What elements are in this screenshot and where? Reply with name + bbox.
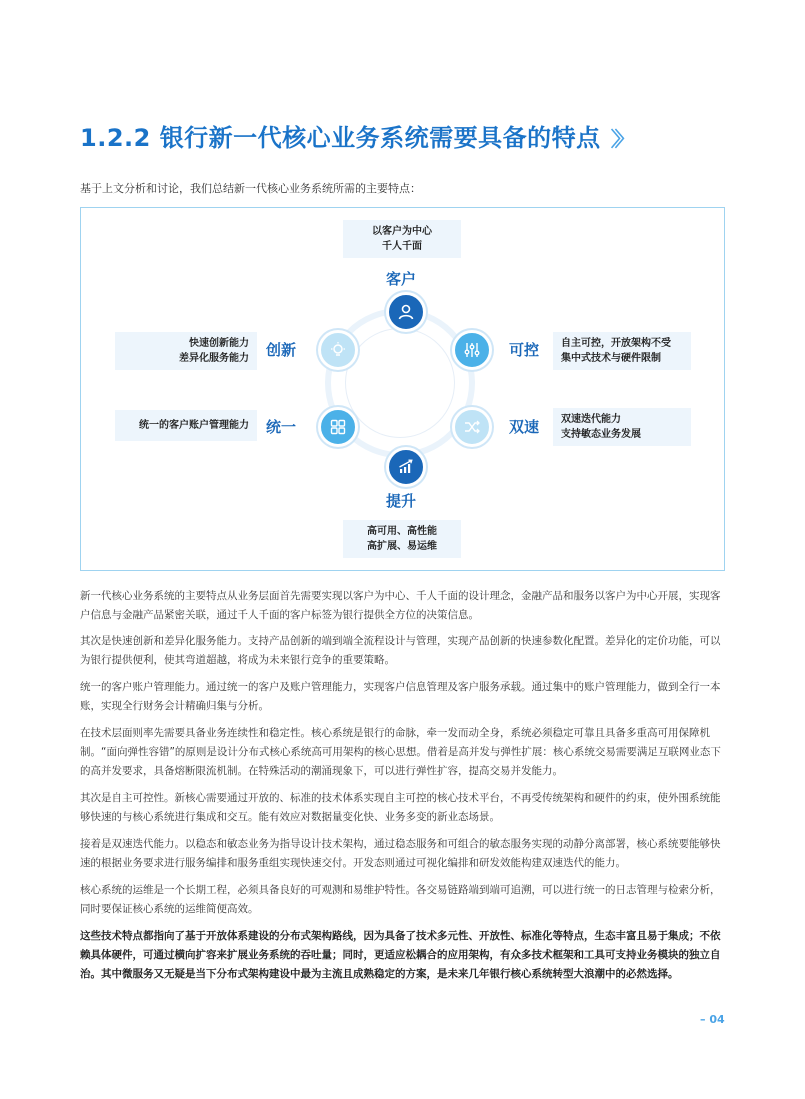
paragraph-3: 统一的客户账户管理能力。通过统一的客户及账户管理能力，实现客户信息管理及客户服务承载。通过集中的账户管理能力，做到全行一本账，实现全行财务会计精确归集与分析。 (80, 681, 721, 712)
tag-innovation-line2: 差异化服务能力 (179, 353, 249, 364)
tag-control (553, 332, 691, 370)
user-icon (386, 292, 426, 332)
label-customer: 客户 (386, 270, 417, 288)
tag-dual-speed (553, 408, 691, 446)
tag-control-line1: 自主可控，开放架构不受 (561, 338, 671, 349)
tag-improve-line2: 高扩展、易运维 (367, 541, 437, 552)
label-dual-speed: 双速 (509, 418, 540, 436)
tag-improve (343, 520, 461, 558)
tag-control-line2: 集中式技术与硬件限制 (561, 353, 661, 364)
tag-innovation (115, 332, 257, 370)
paragraph-6: 接着是双速迭代能力。以稳态和敏态业务为指导设计技术架构，通过稳态服务和可组合的敏态服务实现的动静分离部署，核心系统要能够快速的根据业务要求进行服务编排和服务重组实现快速交付。开发态则通过可视化编排和研发效能构建双速迭代的能力。 (80, 838, 721, 869)
tag-dual-speed-line1: 双速迭代能力 (561, 414, 621, 425)
tag-dual-speed-line2: 支持敏态业务发展 (561, 429, 641, 440)
label-unified: 统一 (266, 418, 297, 436)
title-text: 1.2.2 银行新一代核心业务系统需要具备的特点 (80, 124, 601, 152)
grid-icon (318, 407, 358, 447)
tag-unified (115, 410, 257, 441)
diagram-inner-ring (345, 328, 455, 438)
lightbulb-icon (318, 330, 358, 370)
sliders-icon (452, 330, 492, 370)
shuffle-icon (452, 407, 492, 447)
paragraph-7: 核心系统的运维是一个长期工程，必须具备良好的可观测和易维护特性。各交易链路端到端可追溯，可以进行统一的日志管理与检索分析，同时要保证核心系统的运维简便高效。 (80, 884, 721, 915)
page-number: – 04 (700, 1013, 725, 1026)
tag-improve-line1: 高可用、高性能 (367, 526, 437, 537)
paragraph-4: 在技术层面则率先需要具备业务连续性和稳定性。核心系统是银行的命脉，牵一发而动全身，系统必须稳定可靠且具备多重高可用保障机制。“面向弹性容错”的原则是设计分布式核心系统高可用架构的核心思想。借着是高并发与弹性扩展：核心系统交易需要满足互联网业态下的高并发要求，具备熔断限流机制。在特殊活动的潮涌现象下，可以进行弹性扩容，提高交易并发能力。 (80, 727, 721, 777)
paragraph-2: 其次是快速创新和差异化服务能力。支持产品创新的端到端全流程设计与管理，实现产品创新的快速参数化配置。差异化的定价功能，可以为银行提供便利，使其弯道超越，将成为未来银行竞争的重要策略。 (80, 635, 721, 666)
page-title (80, 118, 629, 153)
paragraph-5: 其次是自主可控性。新核心需要通过开放的、标准的技术体系实现自主可控的核心技术平台，不再受传统架构和硬件的约束，使外围系统能够快速的与核心系统进行集成和交互。能有效应对数据量变化快、业务多变的新业态场景。 (80, 792, 721, 823)
tag-customer-line2: 千人千面 (382, 241, 422, 252)
tag-unified-line1: 统一的客户账户管理能力 (139, 420, 249, 431)
tag-customer-line1: 以客户为中心 (372, 226, 432, 237)
growth-chart-icon (386, 447, 426, 487)
label-innovation: 创新 (266, 341, 297, 359)
paragraph-1: 新一代核心业务系统的主要特点从业务层面首先需要实现以客户为中心、千人千面的设计理念，金融产品和服务以客户为中心开展，实现客户信息与金融产品紧密关联，通过千人千面的客户标签为银行提供全方位的决策信息。 (80, 590, 721, 621)
label-control: 可控 (509, 341, 540, 359)
double-chevron-right-icon: 〉〉 (610, 127, 629, 151)
intro-text: 基于上文分析和讨论，我们总结新一代核心业务系统所需的主要特点： (80, 182, 421, 195)
tag-customer (343, 220, 461, 258)
tag-innovation-line1: 快速创新能力 (189, 338, 249, 349)
paragraph-8-summary: 这些技术特点都指向了基于开放体系建设的分布式架构路线，因为具备了技术多元性、开放性、标准化等特点，生态丰富且易于集成；不依赖具体硬件，可通过横向扩容来扩展业务系统的吞吐量；同时，更适应松耦合的应用架构，有众多技术框架和工具可支持业务模块的独立自治。其中微服务又无疑是当下分布式架构建设中最为主流且成熟稳定的方案，是未来几年银行核心系统转型大浪潮中的必然选择。 (80, 930, 721, 980)
label-improve: 提升 (386, 492, 417, 510)
